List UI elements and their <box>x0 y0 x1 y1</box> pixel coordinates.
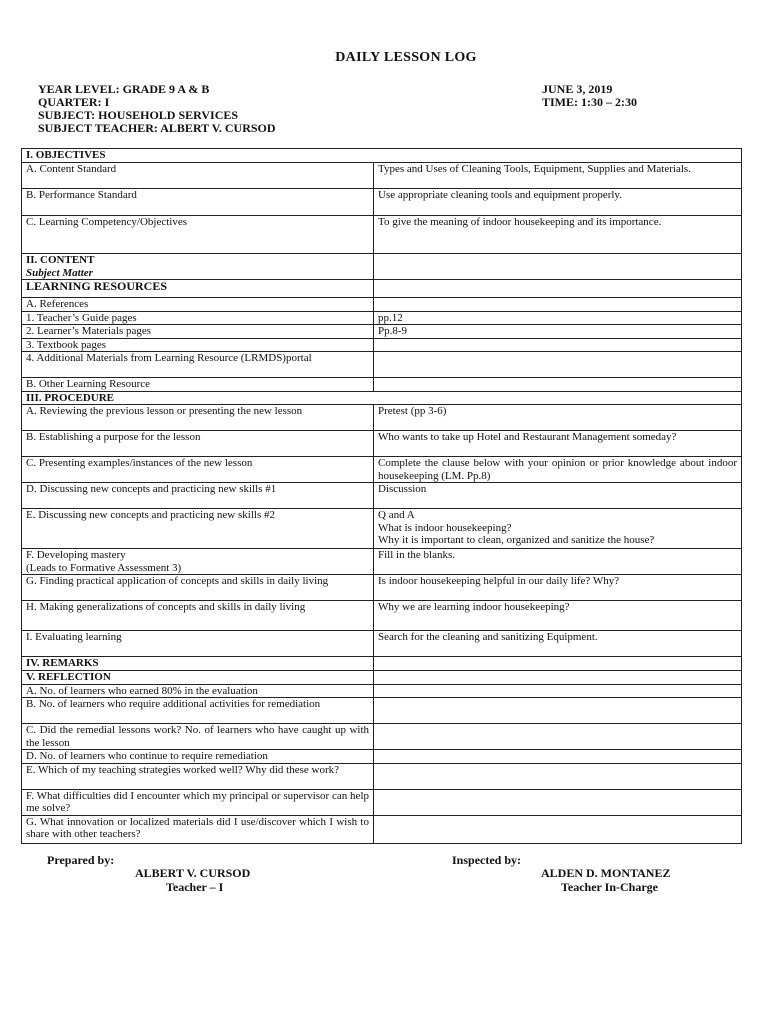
row-value <box>374 352 742 378</box>
row-value: pp.12 <box>374 311 742 325</box>
row-label: D. Discussing new concepts and practicing new skills #1 <box>22 483 374 509</box>
table-row <box>22 549 742 575</box>
row-value: Pp.8-9 <box>374 325 742 339</box>
prepared-by-role: Teacher – I <box>166 880 224 894</box>
row-label: B. Other Learning Resource <box>22 378 374 392</box>
quarter: QUARTER: I <box>38 95 110 109</box>
row-label: E. Which of my teaching strategies worked well? Why did these work? <box>22 763 374 789</box>
row-value <box>374 657 742 671</box>
subject: SUBJECT: HOUSEHOLD SERVICES <box>38 108 239 122</box>
table-row <box>22 815 742 843</box>
table-row <box>22 352 742 378</box>
row-value: Discussion <box>374 483 742 509</box>
table-row <box>22 189 742 216</box>
lesson-time: TIME: 1:30 – 2:30 <box>542 95 637 109</box>
row-value: Types and Uses of Cleaning Tools, Equipment, Supplies and Materials. <box>374 163 742 189</box>
row-value <box>374 338 742 352</box>
row-label: C. Presenting examples/instances of the new lesson <box>22 457 374 483</box>
table-row <box>22 789 742 815</box>
row-label: I. Evaluating learning <box>22 631 374 657</box>
table-row <box>22 405 742 431</box>
table-row <box>22 391 742 405</box>
table-row <box>22 575 742 601</box>
row-label: A. Content Standard <box>22 163 374 189</box>
row-value-line: Why it is important to clean, organized and sanitize the house? <box>378 534 655 546</box>
table-row <box>22 671 742 685</box>
row-label: A. Reviewing the previous lesson or presenting the new lesson <box>22 405 374 431</box>
table-row <box>22 657 742 671</box>
section-procedure: III. PROCEDURE <box>22 391 742 405</box>
row-value <box>374 750 742 764</box>
table-row <box>22 631 742 657</box>
prepared-by-name: ALBERT V. CURSOD <box>135 866 251 880</box>
table-row <box>22 601 742 631</box>
table-row <box>22 254 742 280</box>
row-value <box>374 763 742 789</box>
inspected-by-role: Teacher In-Charge <box>561 880 658 894</box>
subject-matter-label: Subject Matter <box>26 266 93 279</box>
section-learning-resources: LEARNING RESOURCES <box>22 280 374 298</box>
row-label: H. Making generalizations of concepts and skills in daily living <box>22 601 374 631</box>
header-left <box>38 83 276 135</box>
row-label: C. Did the remedial lessons work? No. of learners who have caught up with the lesson <box>22 724 374 750</box>
row-label: B. Performance Standard <box>22 189 374 216</box>
row-label: A. No. of learners who earned 80% in the evaluation <box>22 684 374 698</box>
prepared-by-label: Prepared by: <box>47 853 115 867</box>
row-value: To give the meaning of indoor housekeeping and its importance. <box>374 216 742 254</box>
row-label: G. What innovation or localized materials did I use/discover which I wish to share with other teachers? <box>22 815 374 843</box>
table-row <box>22 149 742 163</box>
row-value <box>374 684 742 698</box>
table-row <box>22 698 742 724</box>
row-label: 2. Learner’s Materials pages <box>22 325 374 339</box>
row-value <box>374 671 742 685</box>
row-value <box>374 254 742 280</box>
table-row <box>22 483 742 509</box>
inspected-by-name: ALDEN D. MONTANEZ <box>541 866 671 880</box>
row-value: Pretest (pp 3-6) <box>374 405 742 431</box>
row-value <box>374 815 742 843</box>
section-objectives: I. OBJECTIVES <box>22 149 742 163</box>
table-row <box>22 509 742 549</box>
row-value <box>374 509 742 549</box>
year-level: YEAR LEVEL: GRADE 9 A & B <box>38 82 210 96</box>
row-value: Who wants to take up Hotel and Restaurant Management someday? <box>374 431 742 457</box>
row-label: G. Finding practical application of concepts and skills in daily living <box>22 575 374 601</box>
row-value <box>374 298 742 312</box>
row-label-line: F. Developing mastery <box>26 549 126 561</box>
row-label: C. Learning Competency/Objectives <box>22 216 374 254</box>
section-reflection: V. REFLECTION <box>22 671 374 685</box>
row-label: E. Discussing new concepts and practicing new skills #2 <box>22 509 374 549</box>
row-label: 4. Additional Materials from Learning Resource (LRMDS)portal <box>22 352 374 378</box>
row-label <box>22 549 374 575</box>
row-label: F. What difficulties did I encounter which my principal or supervisor can help me solve? <box>22 789 374 815</box>
inspected-by-label: Inspected by: <box>452 853 522 867</box>
row-label: 3. Textbook pages <box>22 338 374 352</box>
row-label-line: (Leads to Formative Assessment 3) <box>26 561 182 574</box>
row-value <box>374 698 742 724</box>
row-value: Fill in the blanks. <box>374 549 742 575</box>
row-value <box>374 789 742 815</box>
table-row <box>22 280 742 298</box>
subject-teacher: SUBJECT TEACHER: ALBERT V. CURSOD <box>38 121 276 135</box>
row-value <box>374 280 742 298</box>
table-row <box>22 431 742 457</box>
row-label: D. No. of learners who continue to require remediation <box>22 750 374 764</box>
row-value: Use appropriate cleaning tools and equipment properly. <box>374 189 742 216</box>
table-row <box>22 750 742 764</box>
row-value-line: What is indoor housekeeping? <box>378 521 512 534</box>
header-right <box>542 83 637 109</box>
lesson-log-table <box>21 148 742 844</box>
table-row <box>22 378 742 392</box>
row-value: Complete the clause below with your opinion or prior knowledge about indoor housekeeping (LM. Pp.8) <box>374 457 742 483</box>
row-value <box>374 724 742 750</box>
row-value-line: Q and A <box>378 509 415 521</box>
table-row <box>22 216 742 254</box>
table-row <box>22 724 742 750</box>
row-value: Why we are learning indoor housekeeping? <box>374 601 742 631</box>
section-content <box>22 254 374 280</box>
table-row <box>22 338 742 352</box>
row-value: Search for the cleaning and sanitizing Equipment. <box>374 631 742 657</box>
document-title: DAILY LESSON LOG <box>335 50 477 65</box>
table-row <box>22 684 742 698</box>
row-value: Is indoor housekeeping helpful in our daily life? Why? <box>374 575 742 601</box>
content-heading: II. CONTENT <box>26 254 95 266</box>
row-label: A. References <box>22 298 374 312</box>
table-row <box>22 298 742 312</box>
table-row <box>22 311 742 325</box>
row-label: B. No. of learners who require additional activities for remediation <box>22 698 374 724</box>
row-label: 1. Teacher’s Guide pages <box>22 311 374 325</box>
table-row <box>22 325 742 339</box>
table-row <box>22 457 742 483</box>
table-row <box>22 763 742 789</box>
row-label: B. Establishing a purpose for the lesson <box>22 431 374 457</box>
table-row <box>22 163 742 189</box>
section-remarks: IV. REMARKS <box>22 657 374 671</box>
lesson-date: JUNE 3, 2019 <box>542 82 613 96</box>
row-value <box>374 378 742 392</box>
